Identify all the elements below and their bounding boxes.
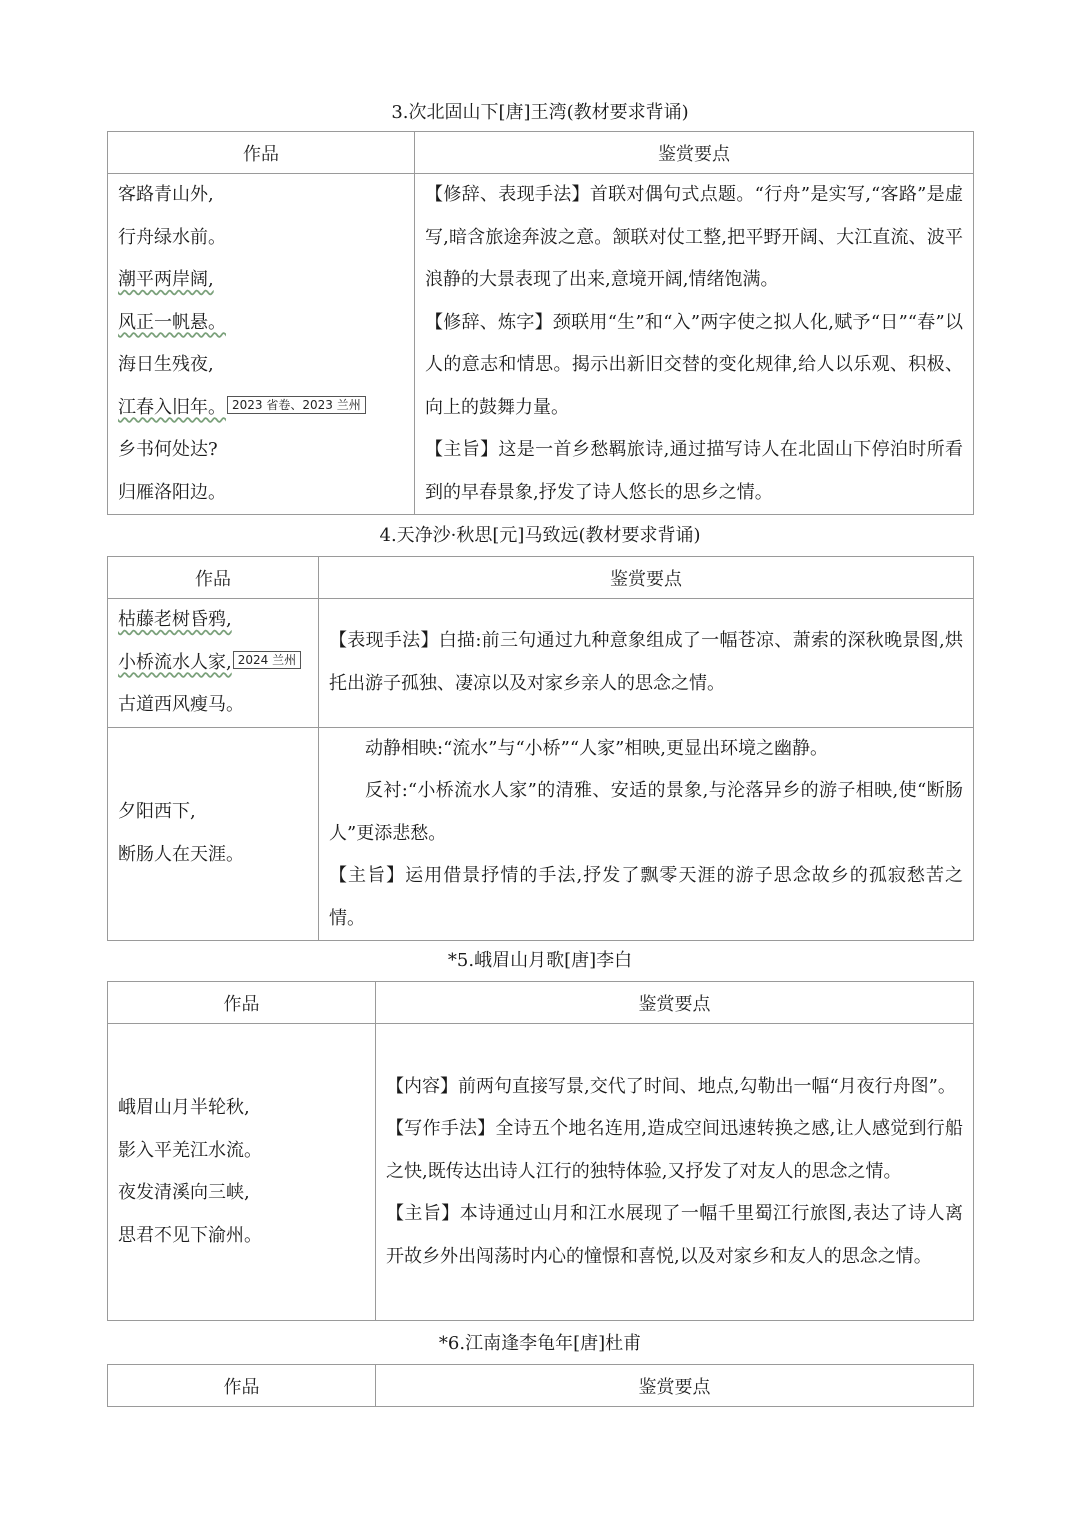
- analysis-paragraph: 【表现手法】白描:前三句通过九种意象组成了一幅苍凉、萧索的深秋晚景图,烘托出游子孤独、凄凉以及对家乡亲人的思念之情。: [329, 630, 963, 694]
- header-analysis: 鉴赏要点: [415, 132, 974, 174]
- table-row: [108, 599, 974, 728]
- poem-line: 断肠人在天涯。: [118, 843, 244, 865]
- analysis-paragraph: 【修辞、表现手法】首联对偶句式点题。“行舟”是实写,“客路”是虚写,暗含旅途奔波之意。颔联对仗工整,把平野开阔、大江直流、波平浪静的大景表现了出来,意境开阔,情绪饱满。: [425, 184, 963, 290]
- table-header-row: [108, 1365, 974, 1407]
- table-header-row: [108, 132, 974, 174]
- poem-line-text: 风正一帆悬。: [118, 311, 226, 333]
- section-title: *5.峨眉山月歌[唐]李白: [447, 950, 633, 971]
- poem-line: [118, 387, 404, 430]
- analysis-paragraph: 【主旨】本诗通过山月和江水展现了一幅千里蜀江行旅图,表达了诗人离开故乡外出闯荡时内心的憧憬和喜悦,以及对家乡和友人的思念之情。: [386, 1203, 963, 1267]
- analysis-paragraph: 【修辞、炼字】颈联用“生”和“入”两字使之拟人化,赋予“日”“春”以人的意志和情思。揭示出新旧交替的变化规律,给人以乐观、积极、向上的鼓舞力量。: [425, 311, 963, 418]
- poem-line: 客路青山外,: [118, 184, 214, 205]
- poem-line-text: 潮平两岸阔,: [118, 269, 214, 290]
- header-work: 作品: [108, 557, 319, 599]
- header-work: 作品: [108, 132, 415, 174]
- exam-tag: 2024 兰州: [233, 651, 301, 669]
- header-analysis: 鉴赏要点: [376, 1365, 974, 1407]
- analysis-paragraph: 动静相映:“流水”与“小桥”“人家”相映,更显出环境之幽静。: [365, 737, 828, 759]
- poem-line: 夜发清溪向三峡,: [118, 1182, 250, 1203]
- header-work: 作品: [108, 982, 376, 1024]
- poem-line-text: 小桥流水人家,: [118, 651, 232, 673]
- poem-line-text: 江春入旧年。: [118, 396, 226, 418]
- header-analysis: 鉴赏要点: [376, 982, 974, 1024]
- analysis-paragraph: 【主旨】运用借景抒情的手法,抒发了飘零天涯的游子思念故乡的孤寂愁苦之情。: [329, 865, 963, 929]
- poem-table: [107, 131, 974, 515]
- poem-line: 行舟绿水前。: [118, 226, 226, 248]
- analysis-cell: [319, 599, 974, 728]
- poem-line: 夕阳西下,: [118, 801, 196, 823]
- section-title: 4.天净沙·秋思[元]马致远(教材要求背诵): [379, 525, 701, 546]
- analysis-paragraph: 【写作手法】全诗五个地名连用,造成空间迅速转换之感,让人感觉到行船之快,既传达出诗人江行的独特体验,又抒发了对友人的思念之情。: [386, 1118, 963, 1182]
- poem-line: 乡书何处达?: [118, 439, 218, 460]
- poem-table: [107, 1364, 974, 1407]
- poem-line: [118, 599, 308, 642]
- analysis-cell: [319, 727, 974, 941]
- table-row: [108, 727, 974, 941]
- poem-line-text: 枯藤老树昏鸦,: [118, 609, 232, 630]
- work-cell: [108, 174, 415, 515]
- poem-line: [118, 259, 404, 302]
- table-row: [108, 1024, 974, 1321]
- poem-line: 峨眉山月半轮秋,: [118, 1097, 250, 1118]
- poem-line: 思君不见下渝州。: [118, 1224, 262, 1246]
- work-cell: [108, 727, 319, 941]
- header-analysis: 鉴赏要点: [319, 557, 974, 599]
- poem-line: [118, 302, 404, 345]
- poem-table: [107, 556, 974, 941]
- poem-line: 归雁洛阳边。: [118, 481, 226, 503]
- table-header-row: [108, 982, 974, 1024]
- poem-line: [118, 642, 308, 685]
- analysis-paragraph: 反衬:“小桥流水人家”的清雅、安适的景象,与沦落异乡的游子相映,使“断肠人”更添悲愁。: [329, 780, 963, 844]
- poem-line: 影入平羌江水流。: [118, 1139, 262, 1161]
- analysis-paragraph: 【主旨】这是一首乡愁羁旅诗,通过描写诗人在北固山下停泊时所看到的早春景象,抒发了诗人悠长的思乡之情。: [425, 439, 963, 503]
- work-cell: [108, 1024, 376, 1321]
- work-cell: [108, 599, 319, 728]
- poem-line: 海日生残夜,: [118, 354, 214, 375]
- poem-line: 古道西风瘦马。: [118, 694, 244, 715]
- analysis-cell: [415, 174, 974, 515]
- section-title: *6.江南逢李龟年[唐]杜甫: [438, 1333, 642, 1354]
- table-header-row: [108, 557, 974, 599]
- header-work: 作品: [108, 1365, 376, 1407]
- analysis-paragraph: 【内容】前两句直接写景,交代了时间、地点,勾勒出一幅“月夜行舟图”。: [386, 1075, 956, 1097]
- exam-tag: 2023 省卷、2023 兰州: [227, 396, 366, 414]
- poem-table: [107, 981, 974, 1321]
- table-row: [108, 174, 974, 515]
- section-title: 3.次北固山下[唐]王湾(教材要求背诵): [391, 102, 689, 123]
- analysis-cell: [376, 1024, 974, 1321]
